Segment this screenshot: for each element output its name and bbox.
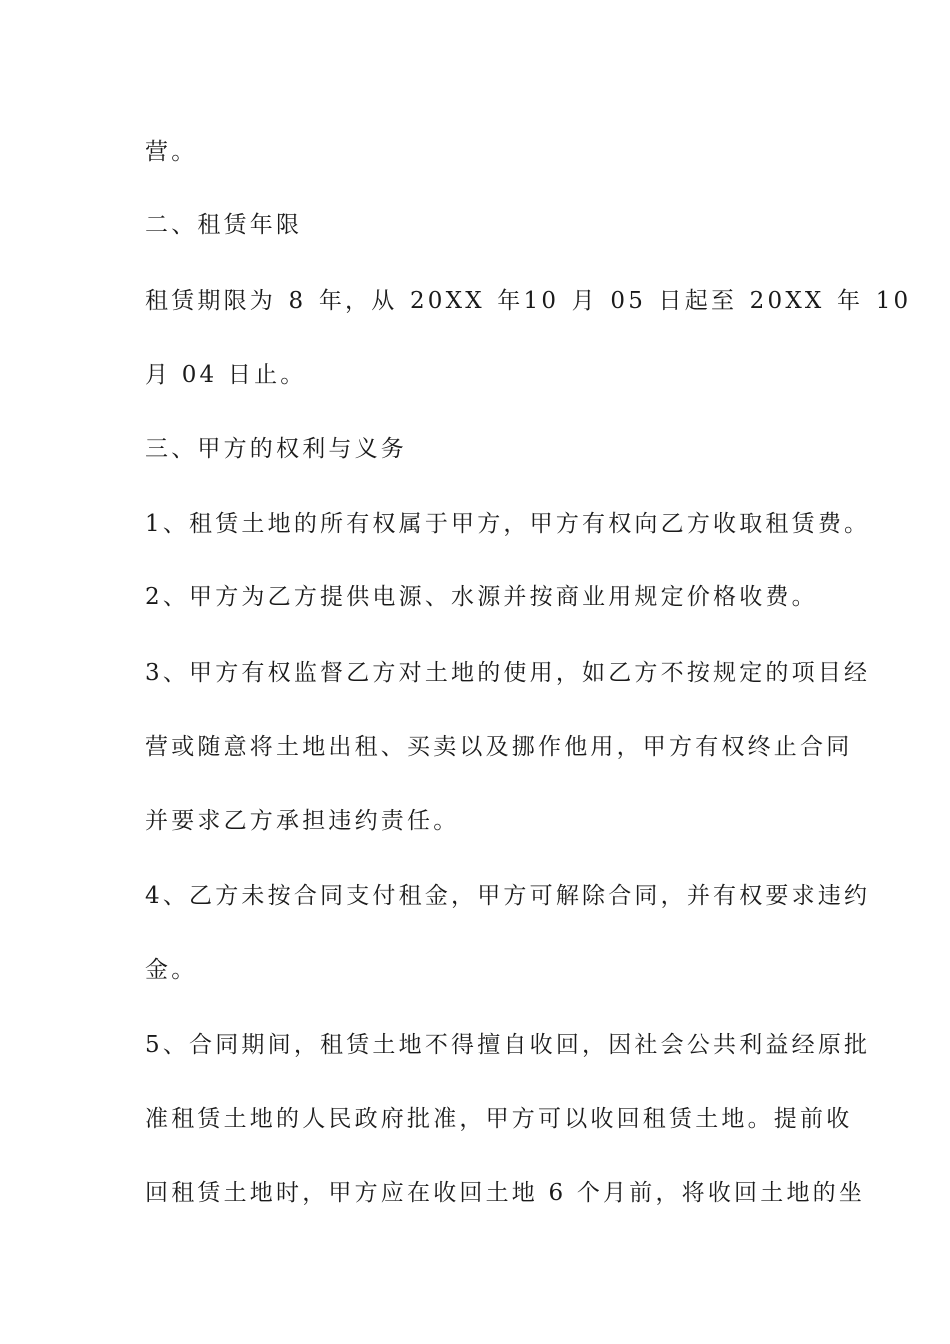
section-heading-lease-term: 二、租赁年限 [145, 212, 303, 238]
clause-5-line-3: 回租赁土地时，甲方应在收回土地 6 个月前，将收回土地的坐 [145, 1180, 866, 1206]
clause-2-line-1: 2、甲方为乙方提供电源、水源并按商业用规定价格收费。 [145, 584, 818, 610]
clause-4-line-1: 4、乙方未按合同支付租金，甲方可解除合同，并有权要求违约 [145, 883, 871, 909]
clause-3-line-1: 3、甲方有权监督乙方对土地的使用，如乙方不按规定的项目经 [145, 660, 871, 686]
clause-3-line-2: 营或随意将土地出租、买卖以及挪作他用，甲方有权终止合同 [145, 734, 853, 760]
clause-5-line-2: 准租赁土地的人民政府批准，甲方可以收回租赁土地。提前收 [145, 1106, 853, 1132]
clause-4-line-2: 金。 [145, 957, 198, 983]
paragraph-continuation-line: 营。 [145, 139, 198, 165]
lease-term-line-2: 月 04 日止。 [145, 362, 307, 388]
clause-5-line-1: 5、合同期间，租赁土地不得擅自收回，因社会公共利益经原批 [145, 1032, 871, 1058]
section-heading-party-a-rights: 三、甲方的权利与义务 [145, 436, 407, 462]
lease-term-line-1: 租赁期限为 8 年，从 20XX 年10 月 05 日起至 20XX 年 10 [145, 288, 912, 314]
clause-1-line-1: 1、租赁土地的所有权属于甲方，甲方有权向乙方收取租赁费。 [145, 511, 871, 537]
clause-3-line-3: 并要求乙方承担违约责任。 [145, 808, 460, 834]
